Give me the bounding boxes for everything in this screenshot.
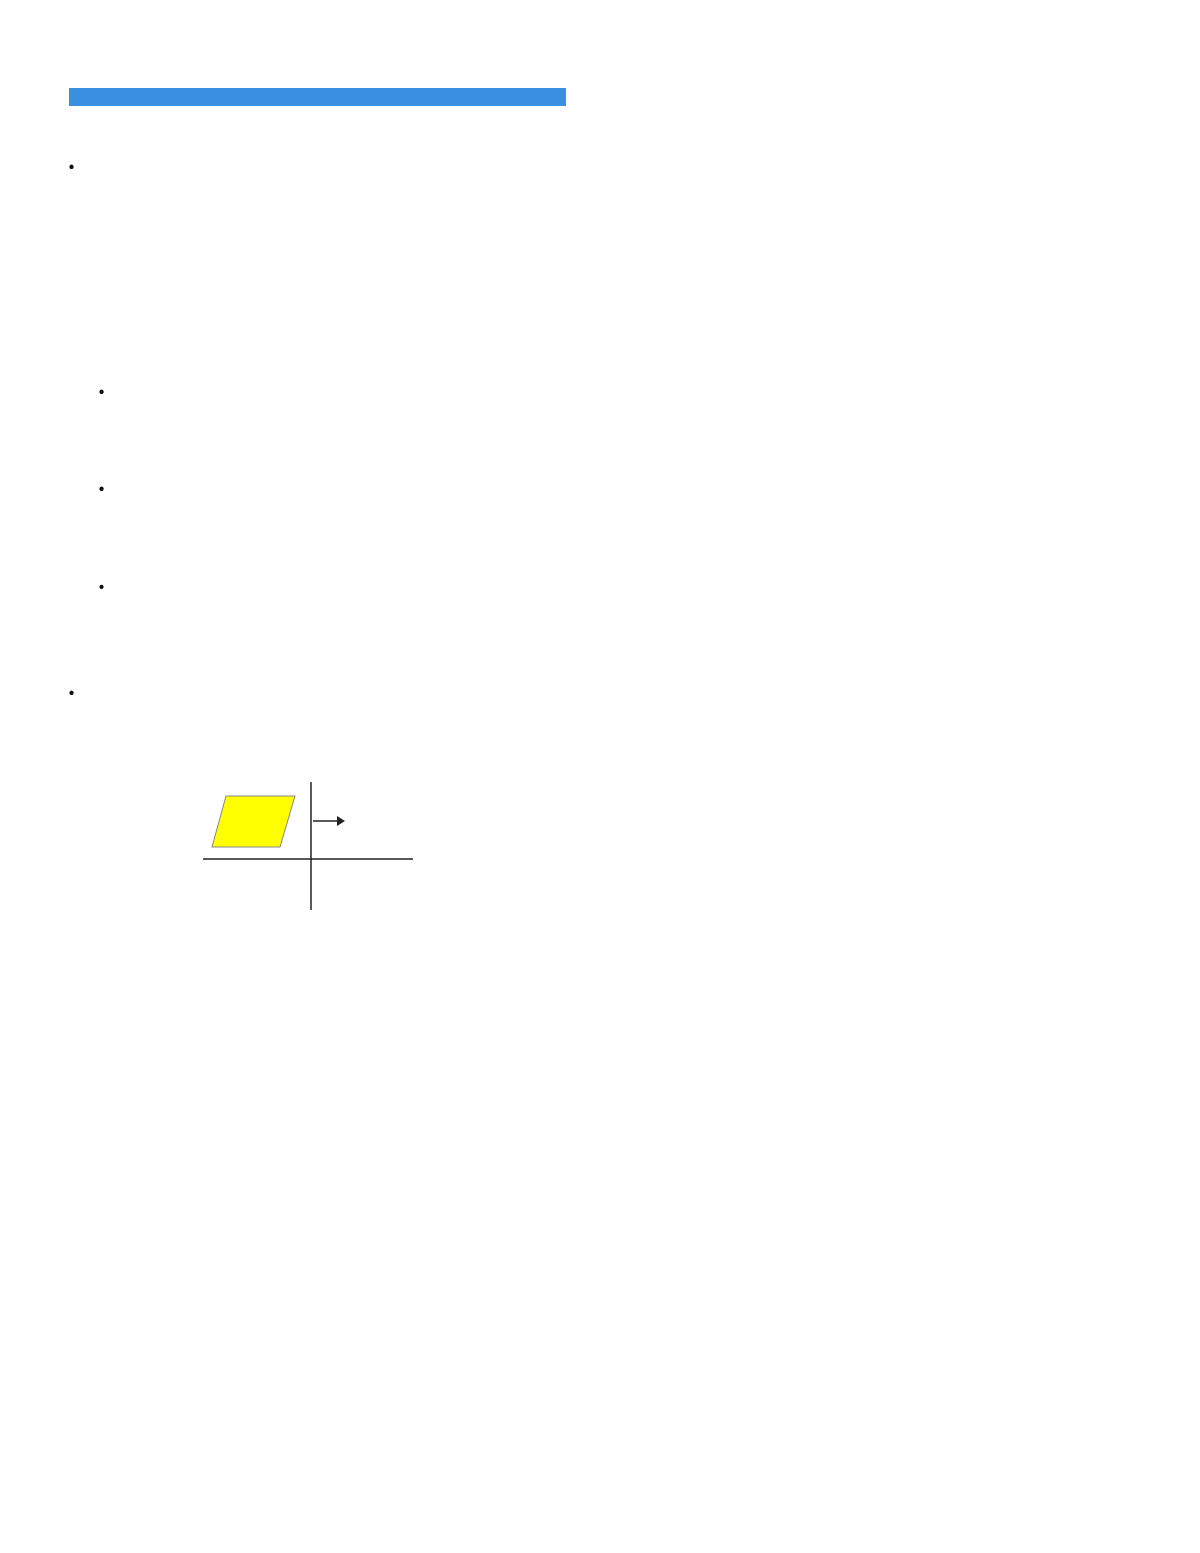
lesson-title-bar <box>69 88 566 106</box>
original-parallelogram <box>212 796 295 847</box>
transformation-diagram <box>203 780 483 912</box>
arrow-head-icon <box>337 816 345 826</box>
